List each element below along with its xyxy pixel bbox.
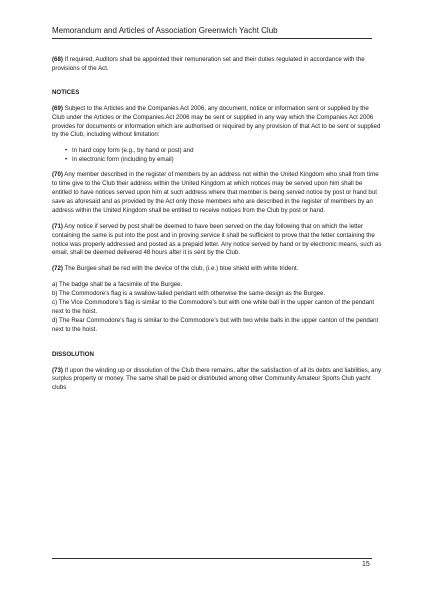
article-69 bbox=[52, 105, 382, 141]
article-text: The Burgee shall be red with the device of the club, (i.e.) blue shield with white trident. bbox=[62, 265, 299, 273]
list-item: • In hard copy form (e.g., by hand or post) and bbox=[72, 147, 382, 156]
article-number: (71) bbox=[52, 222, 63, 230]
article-text: Any member described in the register of members by an address not within the United Kingdom who shall from time to time give to the Club their address within the United Kingdom at which notices may be served upon him shall be entitled to have notices served upon him at such address where that member is being served notice by post or hand but save as aforesaid and as provided by the Act only those members who are described in the register of members by an address within the United Kingdom shall be entitled to receive notices from the Club by post or hand. bbox=[52, 171, 379, 214]
list-item: a) The badge shall be a facsimile of the Burgee. bbox=[52, 281, 183, 289]
document-body bbox=[52, 56, 382, 400]
article-number: (72) bbox=[52, 265, 63, 273]
article-number: (73) bbox=[52, 366, 63, 374]
section-heading-dissolution: DISSOLUTION bbox=[52, 350, 94, 358]
article-number: (68) bbox=[52, 56, 63, 63]
article-73 bbox=[52, 367, 382, 394]
article-number: (69) bbox=[52, 104, 63, 112]
section-heading-notices: NOTICES bbox=[52, 88, 80, 96]
flag-items bbox=[52, 281, 382, 334]
article-number: (70) bbox=[52, 171, 63, 179]
list-item: • In electronic form (including by email) bbox=[72, 156, 382, 165]
list-item: b) The Commodore’s flag is a swallow-tailed pendant with otherwise the same design as the Burgee. bbox=[52, 290, 326, 298]
article-text: If required, Auditors shall be appointed their remuneration set and their duties regulated in accordance with the provisions of the Act. bbox=[52, 56, 365, 72]
article-text: If upon the winding up or dissolution of the Club there remains, after the satisfaction of all its debts and liabilities, any surplus property or money. The same shall be paid or distributed among other Community Amateur Sports Club yacht clubs bbox=[52, 366, 382, 392]
article-71 bbox=[52, 223, 382, 259]
article-72 bbox=[52, 265, 382, 274]
page-number: 15 bbox=[362, 561, 370, 568]
list-item: d) The Rear Commodore’s flag is similar to the Commodore’s but with two white balls in the upper canton of the pendant next to the hoist. bbox=[52, 316, 379, 333]
delivery-method-list bbox=[52, 147, 382, 165]
article-text: Any notice if served by post shall be deemed to have been served on the day following that on which the letter containing the same is put into the post and in proving service it shall be sufficient to prove that the letter containing the notice was properly addressed and posted as a prepaid letter. Any notice served by hand or by electronic means, such as email, shall be deemed delivered 48 hours after it is sent by the Club. bbox=[52, 222, 382, 257]
page-header: Memorandum and Articles of Association Greenwich Yacht Club bbox=[52, 26, 278, 35]
header-divider bbox=[52, 38, 372, 39]
article-70 bbox=[52, 171, 382, 216]
article-68 bbox=[52, 56, 382, 74]
list-item: c) The Vice Commodore’s flag is similar to the Commodore’s but with one white ball in the upper canton of the pendant next to the hoist. bbox=[52, 299, 375, 315]
article-text: Subject to the Articles and the Companies Act 2006, any document, notice or information sent or supplied by the Club under the Articles or the Companies Act 2006 may be sent or supplied in any way which the Companies Act 2006 provides for documents or information which are authorised or required by any provision of that Act to be sent or supplied by the Club, including without limitation: bbox=[52, 104, 381, 139]
footer-divider bbox=[52, 558, 372, 559]
